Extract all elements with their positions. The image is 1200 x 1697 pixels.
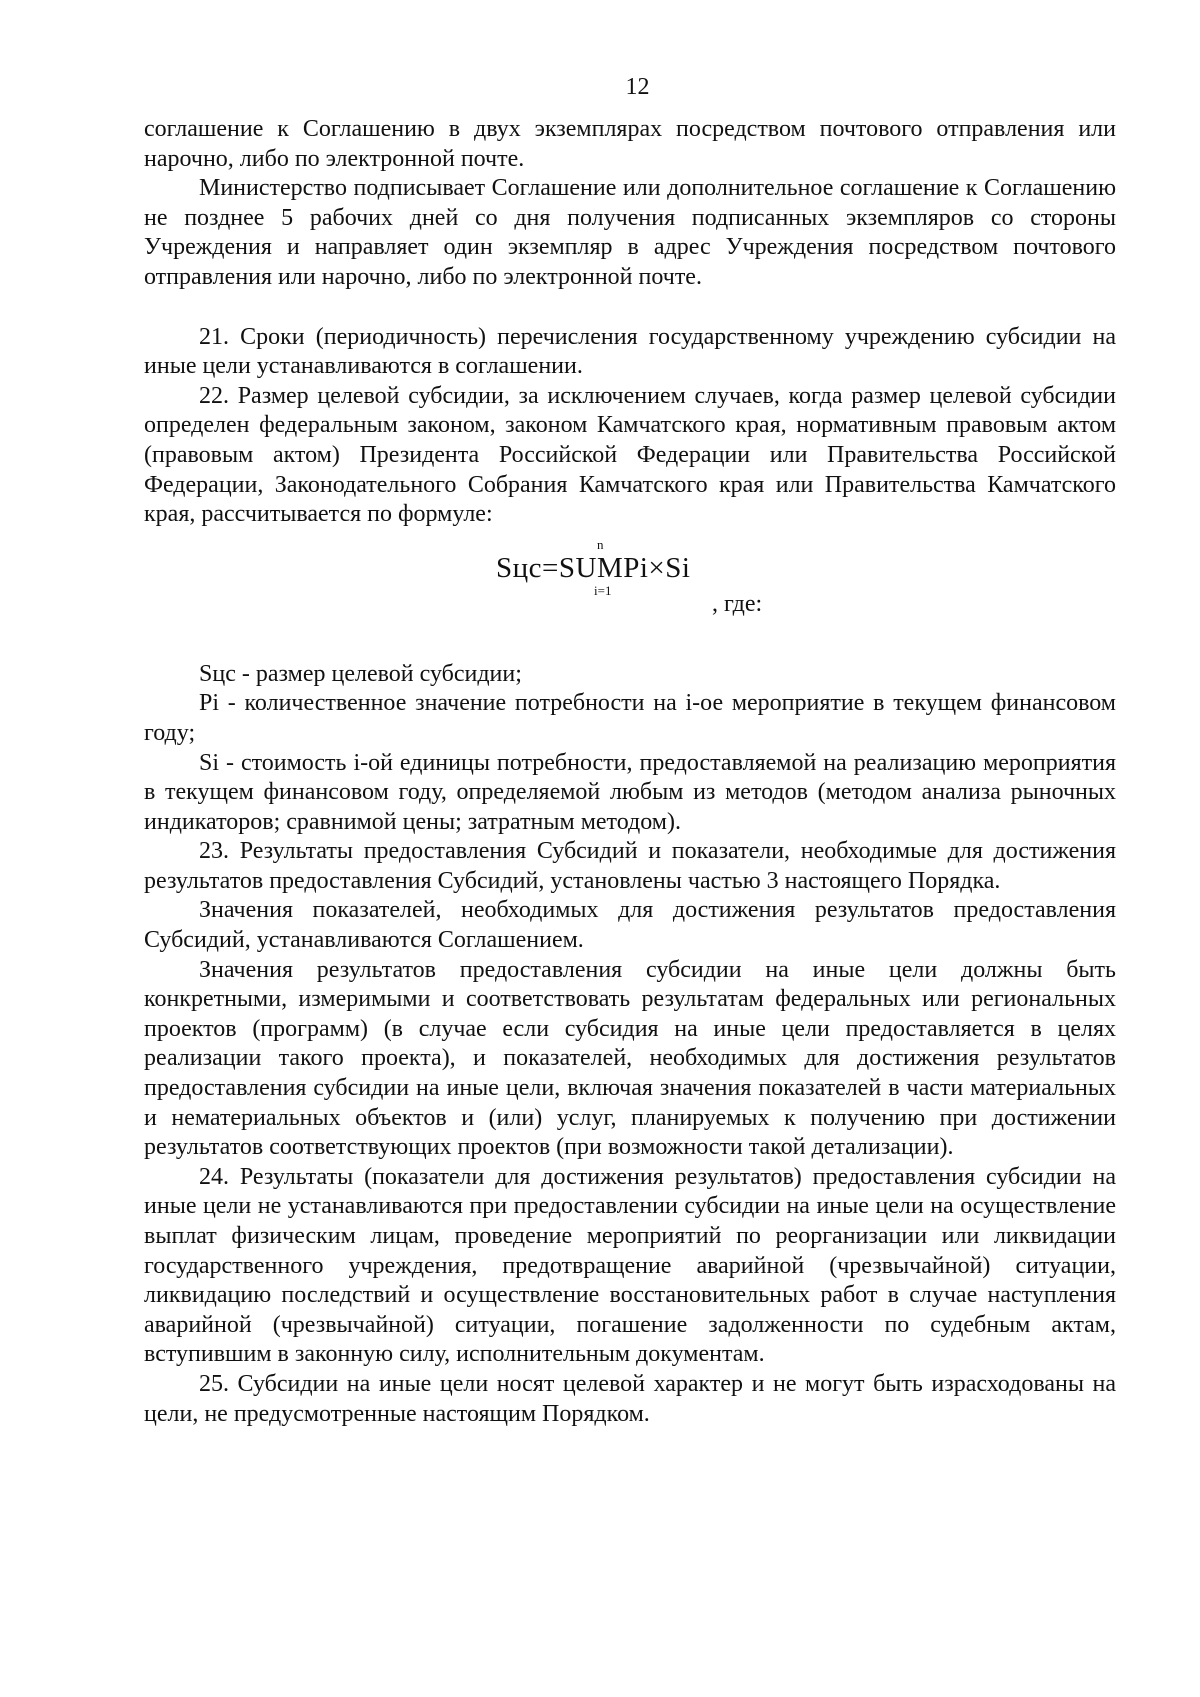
formula-suffix: , где:: [712, 590, 763, 617]
formula-expression: Sцс=SUMPi×Si: [496, 551, 691, 584]
document-body: [144, 115, 1116, 1429]
paragraph-21: 21. Сроки (периодичность) перечисления государственному учреждению субсидии на иные цели устанавливаются в соглашении.: [144, 323, 1116, 380]
section-spacer: [144, 293, 1116, 323]
formula-sum-lower-limit: i=1: [594, 582, 612, 598]
paragraph-continuation: соглашение к Соглашению в двух экземплярах посредством почтового отправления или нарочно, либо по электронной почте.: [144, 116, 1116, 172]
definition-si: Si - стоимость i-ой единицы потребности, предоставляемой на реализацию мероприятия в текущем финансовом году, определяемой любым из методов (методом анализа рыночных индикаторов; сравнимой цены; затратным методом).: [144, 749, 1116, 835]
definition-pi: Pi - количественное значение потребности на i-ое мероприятие в текущем финансовом году;: [144, 690, 1116, 746]
page-number: 12: [625, 74, 650, 100]
paragraph-24: 24. Результаты (показатели для достижения результатов) предоставления субсидии на иные цели не устанавливаются при предоставлении субсидии на иные цели на осуществление выплат физическим лицам, проведение мероприятий по реорганизации или ликвидации государственного учреждения, предотвращение аварийной (чрезвычайной) ситуации, ликвидацию последствий и осуществление восстановительных работ в случае наступления аварийной (чрезвычайной) ситуации, погашение задолженности по судебным актам, вступившим в законную силу, исполнительным документам.: [144, 1163, 1116, 1368]
subsidy-formula: [144, 538, 1116, 648]
paragraph-ministry-signing: Министерство подписывает Соглашение или дополнительное соглашение к Соглашению не позднее 5 рабочих дней со дня получения подписанных экземпляров со стороны Учреждения и направляет один экземпляр в адрес Учреждения посредством почтового отправления или нарочно, либо по электронной почте.: [144, 175, 1116, 290]
paragraph-indicator-values: Значения показателей, необходимых для достижения результатов предоставления Субсидий, устанавливаются Соглашением.: [144, 897, 1116, 954]
paragraph-25: 25. Субсидии на иные цели носят целевой характер и не могут быть израсходованы на цели, не предусмотренные настоящим Порядком.: [144, 1370, 1116, 1427]
paragraph-23: 23. Результаты предоставления Субсидий и показатели, необходимые для достижения результатов предоставления Субсидий, установлены частью 3 настоящего Порядка.: [144, 838, 1116, 894]
formula-sum-upper-limit: n: [597, 536, 604, 552]
paragraph-22: 22. Размер целевой субсидии, за исключением случаев, когда размер целевой субсидии определен федеральным законом, законом Камчатского края, нормативным правовым актом (правовым актом) Президента Российской Федерации или Правительства Российской Федерации, Законодательного Собрания Камчатского края или Правительства Камчатского края, рассчитывается по формуле:: [144, 382, 1116, 528]
definition-scs: Sцс - размер целевой субсидии;: [199, 660, 522, 687]
paragraph-result-values: Значения результатов предоставления субсидии на иные цели должны быть конкретными, измеримыми и соответствовать результатам федеральных или региональных проектов (программ) (в случае если субсидия на иные цели предоставляется в целях реализации такого проекта), и показателей, необходимых для достижения результатов предоставления субсидии на иные цели, включая значения показателей в части материальных и нематериальных объектов и (или) услуг, планируемых к получению при достижении результатов соответствующих проектов (при возможности такой детализации).: [144, 956, 1116, 1161]
